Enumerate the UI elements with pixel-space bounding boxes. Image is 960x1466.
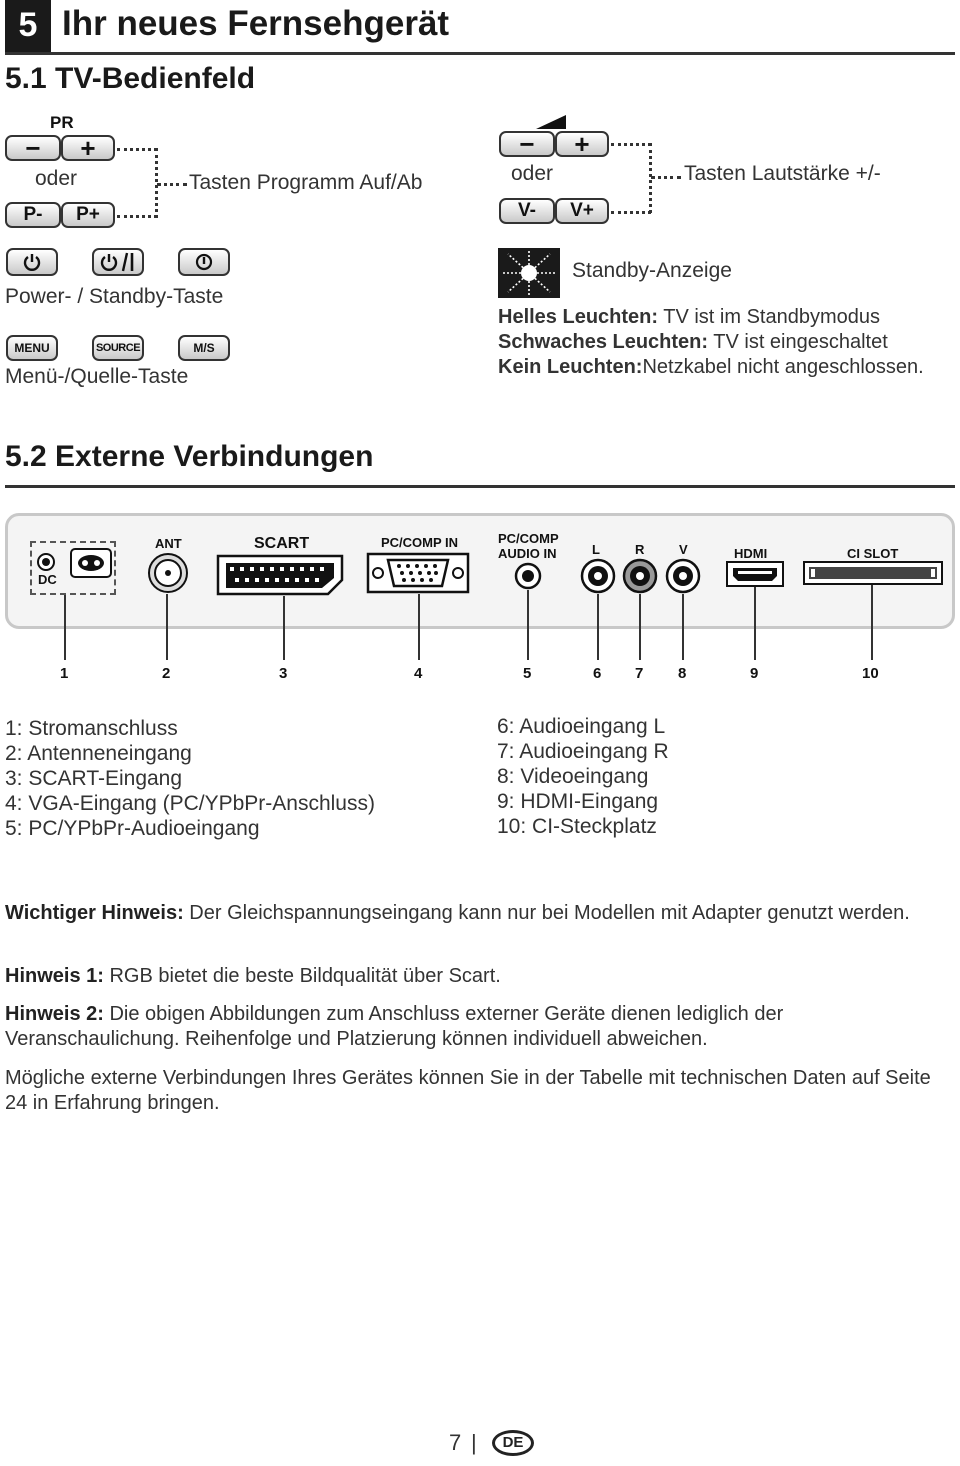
led-state-desc: TV ist im Standbymodus [658, 306, 880, 328]
connector-dots [117, 215, 157, 218]
volume-keys-caption: Tasten Lautstärke +/- [684, 162, 881, 185]
main-power-key [178, 248, 230, 276]
audio-r-label: R [635, 542, 645, 557]
power-key [6, 248, 58, 276]
audio-r-jack [622, 558, 658, 594]
leader-line [166, 594, 168, 660]
section-rule [5, 485, 955, 488]
source-key: SOURCE [92, 335, 144, 361]
v-plus-key: V+ [555, 198, 609, 224]
oder-label-volume: oder [511, 162, 554, 185]
pr-label: PR [50, 113, 74, 132]
note-1 [5, 964, 945, 989]
power-standby-icon [99, 251, 137, 273]
legend-item: 9: HDMI-Eingang [497, 790, 659, 813]
ci-slot-label: CI SLOT [847, 546, 899, 561]
power-standby-key [92, 248, 144, 276]
connector-dots [157, 183, 187, 186]
v-minus-key: V- [499, 198, 555, 224]
note-text: Die obigen Abbildungen zum Anschluss externer Geräte dienen lediglich der Veranschaulichung. Reihenfolge und Platzierung können individuell abweichen. [5, 1003, 784, 1050]
power-socket [70, 548, 112, 578]
connector-number: 5 [523, 665, 532, 682]
vga-port [366, 552, 470, 594]
note-text: Der Gleichspannungseingang kann nur bei Modellen mit Adapter genutzt werden. [183, 902, 910, 924]
volume-minus-key: − [499, 131, 555, 157]
connector-number: 2 [162, 665, 171, 682]
leader-line [64, 595, 66, 660]
leader-line [283, 596, 285, 660]
led-state-term: Helles Leuchten: [498, 306, 659, 328]
standby-led-icon [498, 248, 560, 298]
connector-number: 1 [60, 665, 69, 682]
connector-dots [651, 176, 681, 179]
connector-number: 9 [750, 665, 759, 682]
connector-number: 10 [862, 665, 879, 682]
standby-indicator-label: Standby-Anzeige [572, 259, 732, 282]
note-term: Hinweis 1: [5, 965, 104, 987]
pc-comp-in-label: PC/COMP IN [381, 535, 459, 550]
led-state-bright [498, 306, 880, 329]
leader-line [597, 594, 599, 660]
p-minus-key: P- [5, 202, 61, 228]
power-icon [22, 252, 42, 272]
leader-line [418, 594, 420, 660]
video-label: V [679, 542, 688, 557]
legend-item: 4: VGA-Eingang (PC/YPbPr-Anschluss) [5, 792, 375, 815]
section-title-control-panel: 5.1 TV-Bedienfeld [5, 62, 256, 95]
menu-source-caption: Menü-/Quelle-Taste [5, 365, 189, 388]
legend-item: 6: Audioeingang L [497, 715, 666, 738]
power-standby-caption: Power- / Standby-Taste [5, 285, 224, 308]
program-keys-caption: Tasten Programm Auf/Ab [189, 171, 423, 194]
ci-slot [803, 561, 943, 585]
language-badge: DE [492, 1430, 534, 1456]
leader-line [871, 585, 873, 660]
pc-comp-audio-label-line1: PC/COMP [498, 531, 559, 546]
audio-l-jack [580, 558, 616, 594]
dc-label: DC [38, 572, 57, 587]
led-state-off [498, 356, 924, 379]
important-note [5, 901, 945, 926]
power-switch-icon [194, 252, 214, 272]
led-state-desc: TV ist eingeschaltet [708, 331, 888, 353]
legend-item: 5: PC/YPbPr-Audioeingang [5, 817, 260, 840]
led-state-term: Kein Leuchten: [498, 356, 643, 378]
connector-number: 3 [279, 665, 288, 682]
chapter-number: 5 [5, 0, 51, 52]
chapter-title: Ihr neues Fernsehgerät [62, 4, 450, 43]
program-plus-key: + [61, 135, 115, 161]
antenna-jack [147, 552, 189, 594]
program-minus-key: − [5, 135, 61, 161]
leader-line [682, 594, 684, 660]
p-plus-key: P+ [61, 202, 115, 228]
legend-item: 10: CI-Steckplatz [497, 815, 657, 838]
connector-number: 6 [593, 665, 602, 682]
connector-dots [611, 211, 651, 214]
section-title-external-connections: 5.2 Externe Verbindungen [5, 440, 374, 473]
connector-number: 7 [635, 665, 644, 682]
led-state-term: Schwaches Leuchten: [498, 331, 709, 353]
connector-number: 8 [678, 665, 687, 682]
volume-plus-key: + [555, 131, 609, 157]
audio-l-label: L [592, 542, 600, 557]
led-state-desc: Netzkabel nicht angeschlossen. [642, 356, 924, 378]
legend-item: 2: Antenneneingang [5, 742, 192, 765]
led-state-dim [498, 331, 888, 354]
video-jack [665, 558, 701, 594]
note-2 [5, 1002, 945, 1052]
note-term: Wichtiger Hinweis: [5, 902, 184, 924]
pc-comp-audio-label-line2: AUDIO IN [498, 546, 557, 561]
legend-left [5, 716, 375, 841]
legend-item: 3: SCART-Eingang [5, 767, 183, 790]
menu-key: MENU [6, 335, 58, 361]
scart-label: SCART [254, 535, 310, 552]
connector-number: 4 [414, 665, 423, 682]
dc-jack [36, 552, 56, 572]
scart-port [216, 554, 344, 596]
note-text: RGB bietet die beste Bildqualität über Scart. [103, 965, 501, 987]
footer-separator: | [471, 1430, 477, 1455]
connector-dots [611, 143, 651, 146]
leader-line [527, 590, 529, 660]
oder-label-program: oder [35, 167, 78, 190]
connector-dots [117, 148, 157, 151]
page-number: 7 [449, 1430, 462, 1455]
legend-item: 8: Videoeingang [497, 765, 649, 788]
legend-item: 7: Audioeingang R [497, 740, 669, 763]
hdmi-label: HDMI [734, 546, 768, 561]
hdmi-port [726, 561, 784, 587]
pc-audio-jack [514, 562, 542, 590]
ant-label: ANT [155, 536, 182, 551]
leader-line [639, 594, 641, 660]
leader-line [754, 587, 756, 660]
legend-item: 1: Stromanschluss [5, 717, 178, 740]
closing-paragraph: Mögliche externe Verbindungen Ihres Gerätes können Sie in der Tabelle mit technischen Daten auf Seite 24 in Erfahrung bringen. [5, 1067, 931, 1114]
note-term: Hinweis 2: [5, 1003, 104, 1025]
header-rule [5, 52, 955, 55]
volume-ramp-icon [536, 115, 566, 129]
legend-right [497, 714, 669, 839]
ms-key: M/S [178, 335, 230, 361]
